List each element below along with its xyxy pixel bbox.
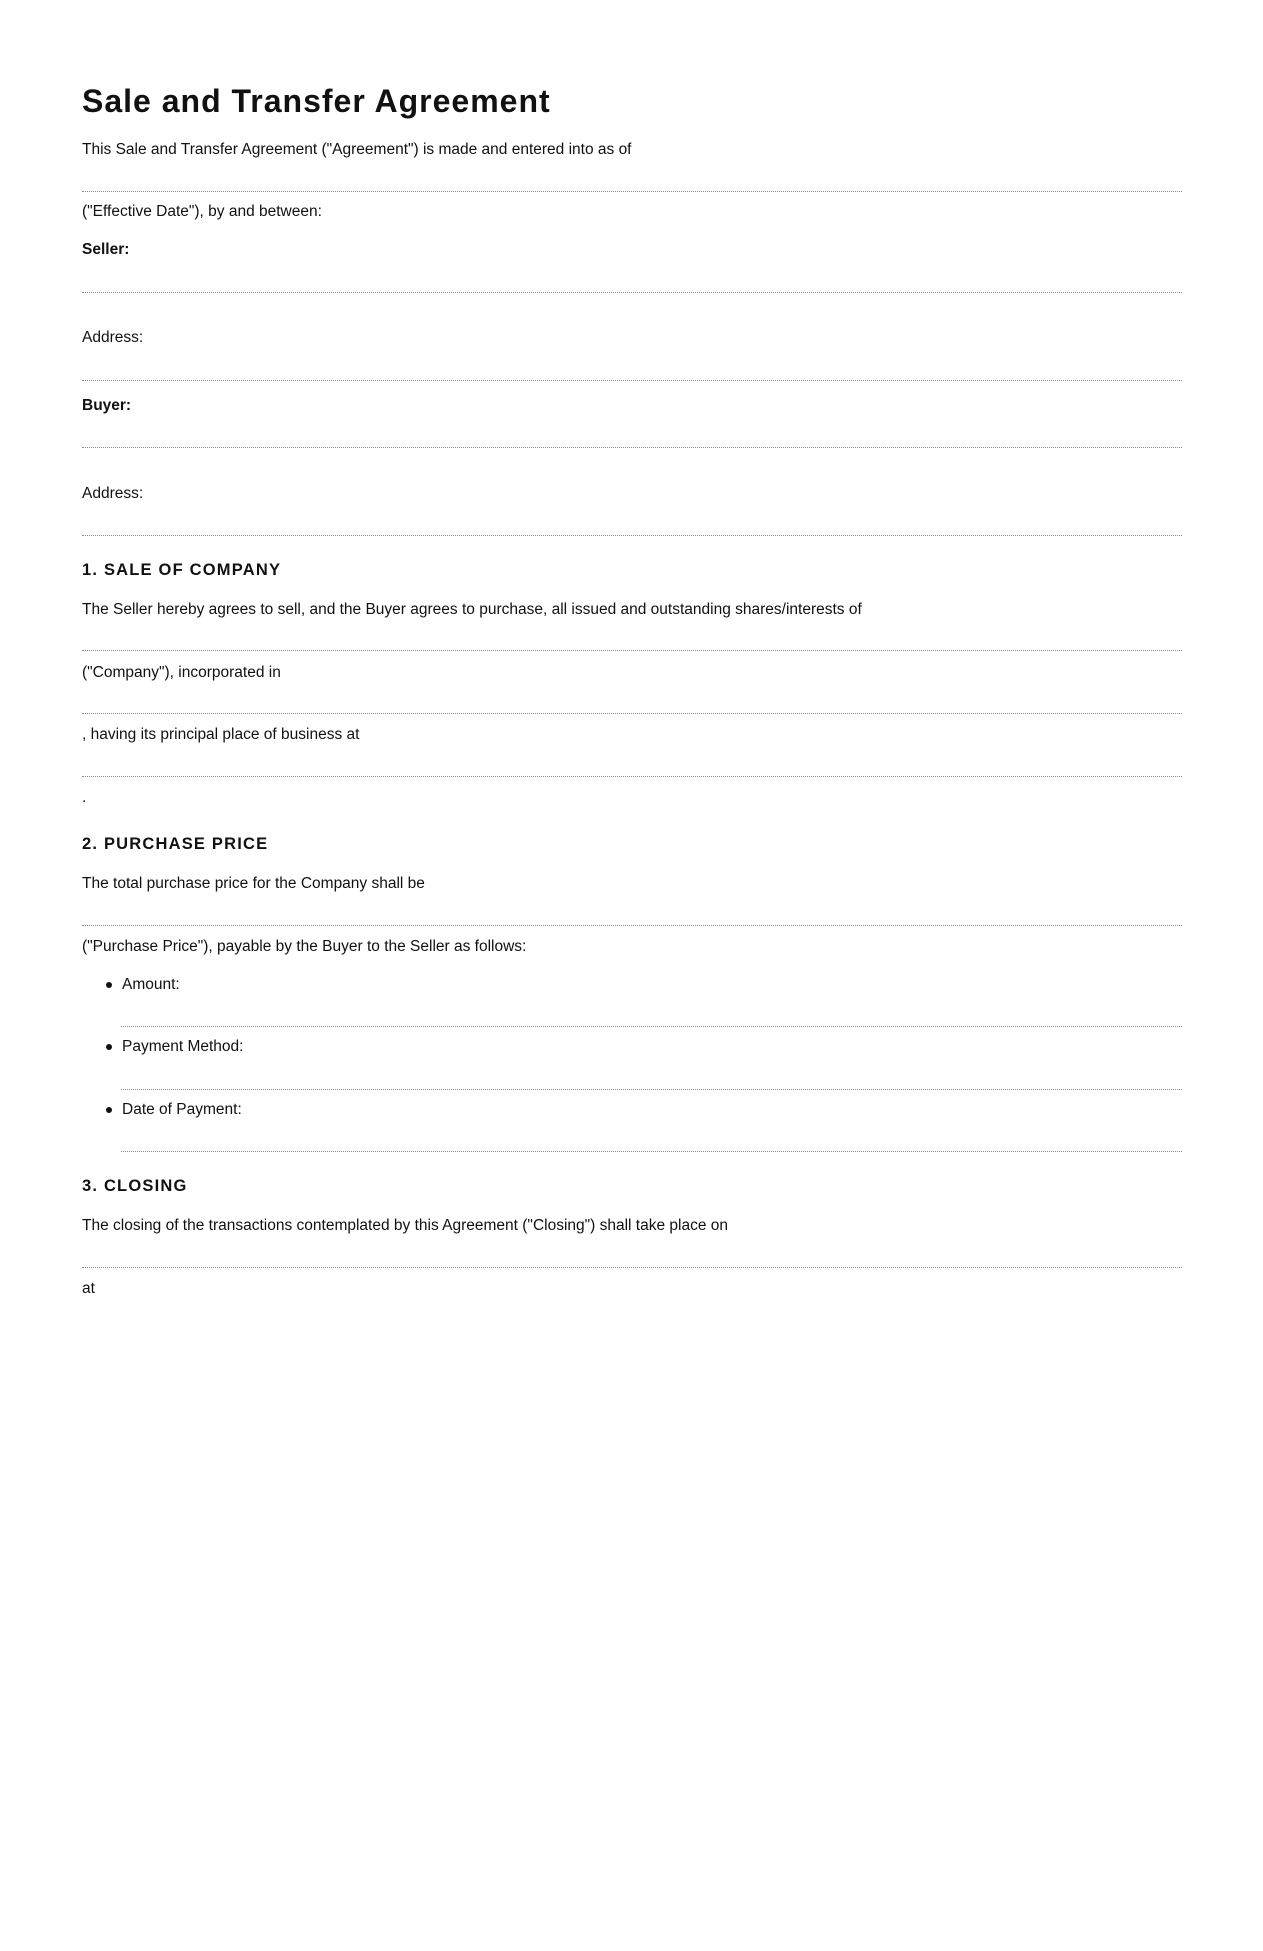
buyer-name-field[interactable]: [82, 429, 1182, 448]
seller-name-field[interactable]: [82, 274, 1182, 293]
payment-method-label: Payment Method:: [122, 1038, 244, 1055]
section-3-at-text: at: [82, 1280, 95, 1297]
section-2-text: The total purchase price for the Company shall be: [82, 875, 425, 892]
seller-label: Seller:: [82, 241, 130, 258]
seller-address-label: Address:: [82, 329, 144, 346]
intro-text: This Sale and Transfer Agreement ("Agreement") is made and entered into as of: [82, 141, 632, 158]
section-1-business-text: , having its principal place of business at: [82, 726, 360, 743]
jurisdiction-field[interactable]: [82, 695, 1182, 714]
section-1-company-text: ("Company"), incorporated in: [82, 664, 281, 681]
bullet-icon: [106, 1107, 112, 1113]
payment-method-field[interactable]: [121, 1071, 1182, 1090]
effective-date-field[interactable]: [82, 173, 1182, 192]
company-name-field[interactable]: [82, 632, 1182, 651]
section-3-text: The closing of the transactions contemplated by this Agreement ("Closing") shall take place on: [82, 1217, 728, 1234]
section-heading-purchase-price: 2. PURCHASE PRICE: [82, 835, 269, 853]
seller-address-field[interactable]: [82, 362, 1182, 381]
section-2-payable-text: ("Purchase Price"), payable by the Buyer to the Seller as follows:: [82, 938, 527, 955]
intro-effective-date-text: ("Effective Date"), by and between:: [82, 203, 322, 220]
bullet-icon: [106, 982, 112, 988]
section-1-period: .: [82, 789, 87, 806]
amount-label: Amount:: [122, 976, 180, 993]
page-title: Sale and Transfer Agreement: [82, 83, 551, 119]
buyer-address-label: Address:: [82, 485, 144, 502]
date-of-payment-field[interactable]: [121, 1133, 1182, 1152]
purchase-price-field[interactable]: [82, 907, 1182, 926]
section-heading-closing: 3. CLOSING: [82, 1177, 188, 1195]
bullet-icon: [106, 1044, 112, 1050]
closing-date-field[interactable]: [82, 1249, 1182, 1268]
business-address-field[interactable]: [82, 758, 1182, 777]
section-1-text: The Seller hereby agrees to sell, and the Buyer agrees to purchase, all issued and outstanding shares/interests of: [82, 601, 862, 618]
amount-field[interactable]: [121, 1008, 1182, 1027]
buyer-address-field[interactable]: [82, 517, 1182, 536]
section-heading-sale-of-company: 1. SALE OF COMPANY: [82, 561, 282, 579]
buyer-label: Buyer:: [82, 397, 132, 414]
date-of-payment-label: Date of Payment:: [122, 1101, 242, 1118]
